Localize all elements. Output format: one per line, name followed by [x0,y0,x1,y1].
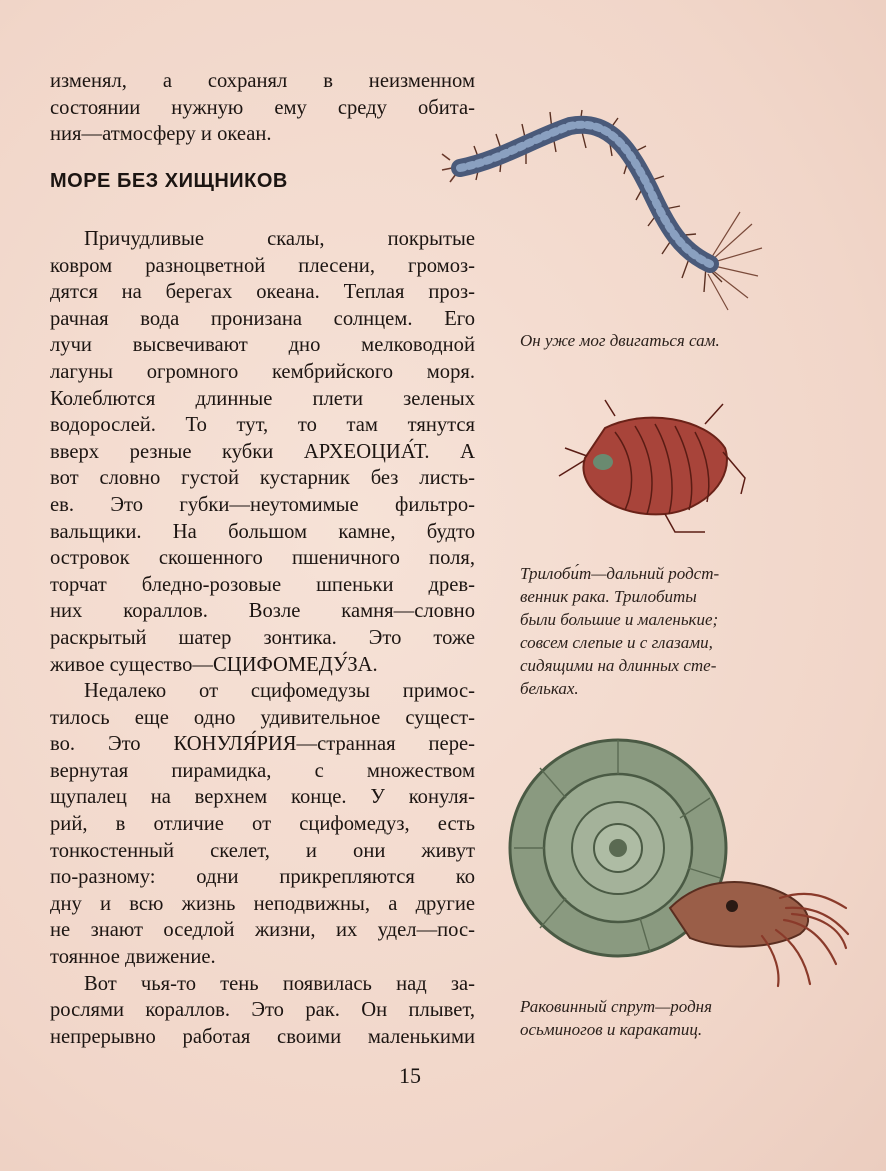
caption-line: были большие и маленькие; [520,610,719,629]
caption-line: Он уже мог двигаться сам. [520,331,720,350]
text-line: Колеблются длинные плети зеленых [50,387,475,410]
text-line: Вот чья-то тень появилась над за- [84,972,475,995]
caption-line: осьминогов и каракатиц. [520,1020,703,1039]
paragraph [50,226,475,678]
worm-illustration [440,110,780,320]
text-line: Недалеко от сцифомедузы примос- [84,680,475,703]
text-line: дятся на берегах океана. Теплая проз- [50,281,475,304]
text-line: рачная вода пронизана солнцем. Его [50,307,475,330]
caption-line: Трилоби́т—дальний родст- [520,564,720,583]
text-line: водорослей. То тут, то там тянутся [50,414,475,437]
text-line: рий, в отличие от сцифомедуз, есть [50,813,475,836]
text-line: вот словно густой кустарник без листь- [50,467,475,490]
ammonite-caption [520,995,810,1041]
ammonite-illustration [500,738,850,988]
text-line: островок скошенного пшеничного поля, [50,547,475,570]
text-line: ния—атмосферу и океан. [50,123,272,146]
text-line: тилось еще одно удивительное сущест- [50,706,475,729]
text-line: по-разному: одни прикрепляются ко [50,866,475,889]
text-line: Причудливые скалы, покрытые [84,228,475,250]
text-line: состоянии нужную ему среду обита- [50,96,475,119]
text-line: ев. Это губки—неутомимые фильтро- [50,493,475,516]
section-heading: МОРЕ БЕЗ ХИЩНИКОВ [50,170,288,192]
paragraph [50,678,475,971]
paragraph [50,971,475,1051]
text-line: ковром разноцветной плесени, громоз- [50,254,475,277]
text-line: во. Это КОНУЛЯ́РИЯ—странная пере- [50,733,475,756]
text-line: щупалец на верхнем конце. У конуля- [50,786,475,809]
trilobite-caption [520,562,810,700]
body-text [50,226,475,1050]
text-line: вверх резные кубки АРХЕОЦИА́Т. А [50,440,475,463]
caption-line: совсем слепые и с глазами, [520,633,713,652]
text-line: тонкостенный скелет, и они живут [50,839,475,862]
text-line: лучи высвечивают дно мелководной [50,334,475,357]
text-line: рослями кораллов. Это рак. Он плывет, [50,999,475,1022]
text-line: вернутая пирамидка, с множеством [50,759,475,782]
text-line: дну и всю жизнь неподвижны, а другие [50,892,475,915]
text-line: лагуны огромного кембрийского моря. [50,360,475,383]
text-line: торчат бледно-розовые шпеньки древ- [50,573,475,596]
text-line: них кораллов. Возле камня—словно [50,600,475,623]
text-line: изменял, а сохранял в неизменном [50,70,475,92]
caption-line: бельках. [520,679,579,698]
caption-line: венник рака. Трилобиты [520,587,697,606]
text-line: вальщики. На большом камне, будто [50,520,475,543]
caption-line: Раковинный спрут—родня [520,997,713,1016]
text-line: не знают оседлой жизни, их удел—пос- [50,919,475,942]
text-line: раскрытый шатер зонтика. Это тоже [50,626,475,649]
text-line: непрерывно работая своими маленькими [50,1025,475,1048]
caption-line: сидящими на длинных сте- [520,656,717,675]
trilobite-illustration [555,398,755,538]
intro-text [50,68,475,148]
text-line: живое существо—СЦИФОМЕДУ́ЗА. [50,653,378,676]
worm-caption [520,329,810,352]
page-number: 15 [399,1063,421,1088]
text-line: тоянное движение. [50,946,216,969]
